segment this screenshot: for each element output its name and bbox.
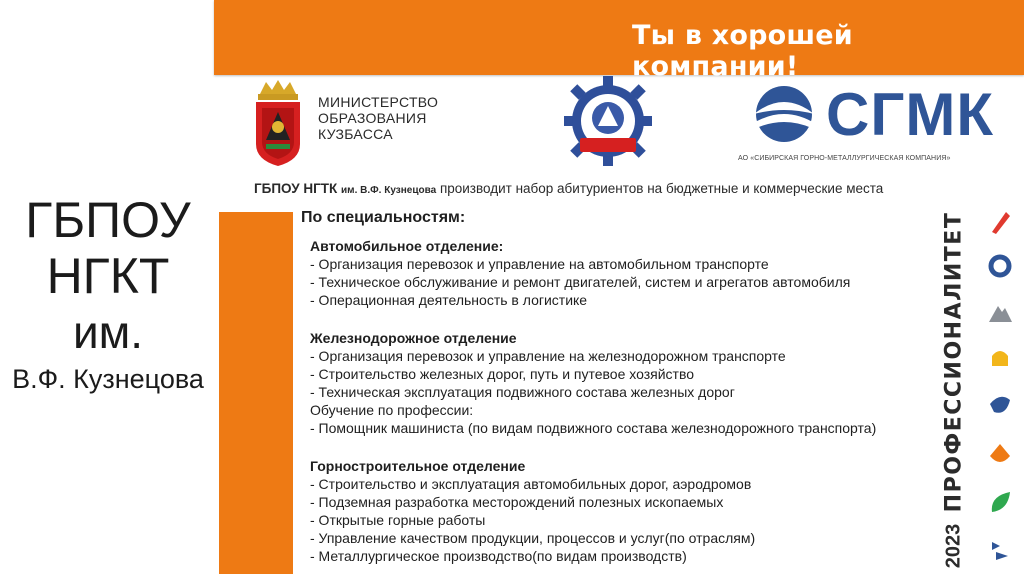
section-title: Автомобильное отделение: — [310, 238, 504, 254]
specialties-panel — [297, 209, 937, 585]
list-item: - Управление качеством продукции, процессов и услуг(по отраслям) — [310, 530, 756, 546]
section-title: Железнодорожное отделение — [310, 330, 517, 346]
college-line-2: НГКТ — [46, 248, 170, 304]
ministry-text — [318, 94, 438, 142]
list-item: - Организация перевозок и управление на автомобильном транспорте — [310, 256, 769, 272]
list-item: - Операционная деятельность в логистике — [310, 292, 588, 308]
list-item: - Открытые горные работы — [310, 512, 486, 528]
drop-icon — [986, 440, 1014, 468]
list-item: - Подземная разработка месторождений полезных ископаемых — [310, 494, 724, 510]
professionalitet-text: ПРОФЕССИОНАЛИТЕТ — [941, 211, 967, 513]
list-item: - Техническое обслуживание и ремонт двигателей, систем и агрегатов автомобиля — [310, 274, 851, 290]
industry-icons — [986, 206, 1016, 574]
year-label — [939, 520, 969, 572]
college-line-3: им. — [72, 306, 144, 358]
mountain-icon — [986, 298, 1014, 326]
leaf-blue-icon — [986, 390, 1014, 418]
recruit-org-sub: им. В.Ф. Кузнецова — [341, 185, 437, 196]
helmet-icon — [986, 344, 1014, 372]
list-item: Обучение по профессии: — [310, 402, 474, 418]
specialties-heading: По специальностям: — [301, 209, 466, 226]
arrows-icon — [986, 536, 1014, 564]
section-title: Горностроительное отделение — [310, 458, 526, 474]
section-auto — [310, 237, 937, 309]
section-railway — [310, 329, 937, 437]
college-line-4: В.Ф. Кузнецова — [12, 364, 204, 394]
list-item: - Металлургическое производство(по видам производств) — [310, 548, 687, 564]
professionalitet-label — [939, 212, 969, 512]
ministry-line-1: МИНИСТЕРСТВО — [318, 94, 439, 110]
list-item: - Строительство и эксплуатация автомобильных дорог, аэродромов — [310, 476, 752, 492]
gear-emblem-icon — [560, 76, 656, 168]
ring-icon — [986, 252, 1014, 280]
ministry-line-2: ОБРАЗОВАНИЯ — [318, 110, 427, 126]
top-banner — [214, 0, 1024, 82]
college-title — [8, 192, 208, 396]
sgmk-subtitle: АО «СИБИРСКАЯ ГОРНО-МЕТАЛЛУРГИЧЕСКАЯ КОМПАНИЯ» — [738, 155, 951, 162]
recruitment-line — [254, 181, 883, 196]
accent-block — [219, 212, 293, 574]
sgmk-name: СГМК — [826, 81, 994, 148]
list-item: - Помощник машиниста (по видам подвижного состава железнодорожного транспорта) — [310, 420, 877, 436]
year-text: 2023 — [942, 523, 965, 569]
sgmk-logo-icon — [748, 84, 820, 144]
recruit-text: производит набор абитуриентов на бюджетные и коммерческие места — [439, 181, 884, 196]
ministry-line-3: КУЗБАССА — [318, 126, 393, 142]
slash-icon — [986, 208, 1014, 236]
list-item: - Организация перевозок и управление на железнодорожном транспорте — [310, 348, 786, 364]
college-line-1: ГБПОУ — [25, 192, 191, 248]
list-item: - Техническая эксплуатация подвижного состава железных дорог — [310, 384, 735, 400]
banner-title: Ты в хорошей компании! — [632, 20, 853, 82]
recruit-org: ГБПОУ НГТК — [254, 181, 338, 196]
kuzbass-emblem-icon — [252, 80, 304, 166]
leaf-green-icon — [986, 488, 1014, 516]
list-item: - Строительство железных дорог, путь и путевое хозяйство — [310, 366, 695, 382]
section-mining — [310, 457, 937, 565]
